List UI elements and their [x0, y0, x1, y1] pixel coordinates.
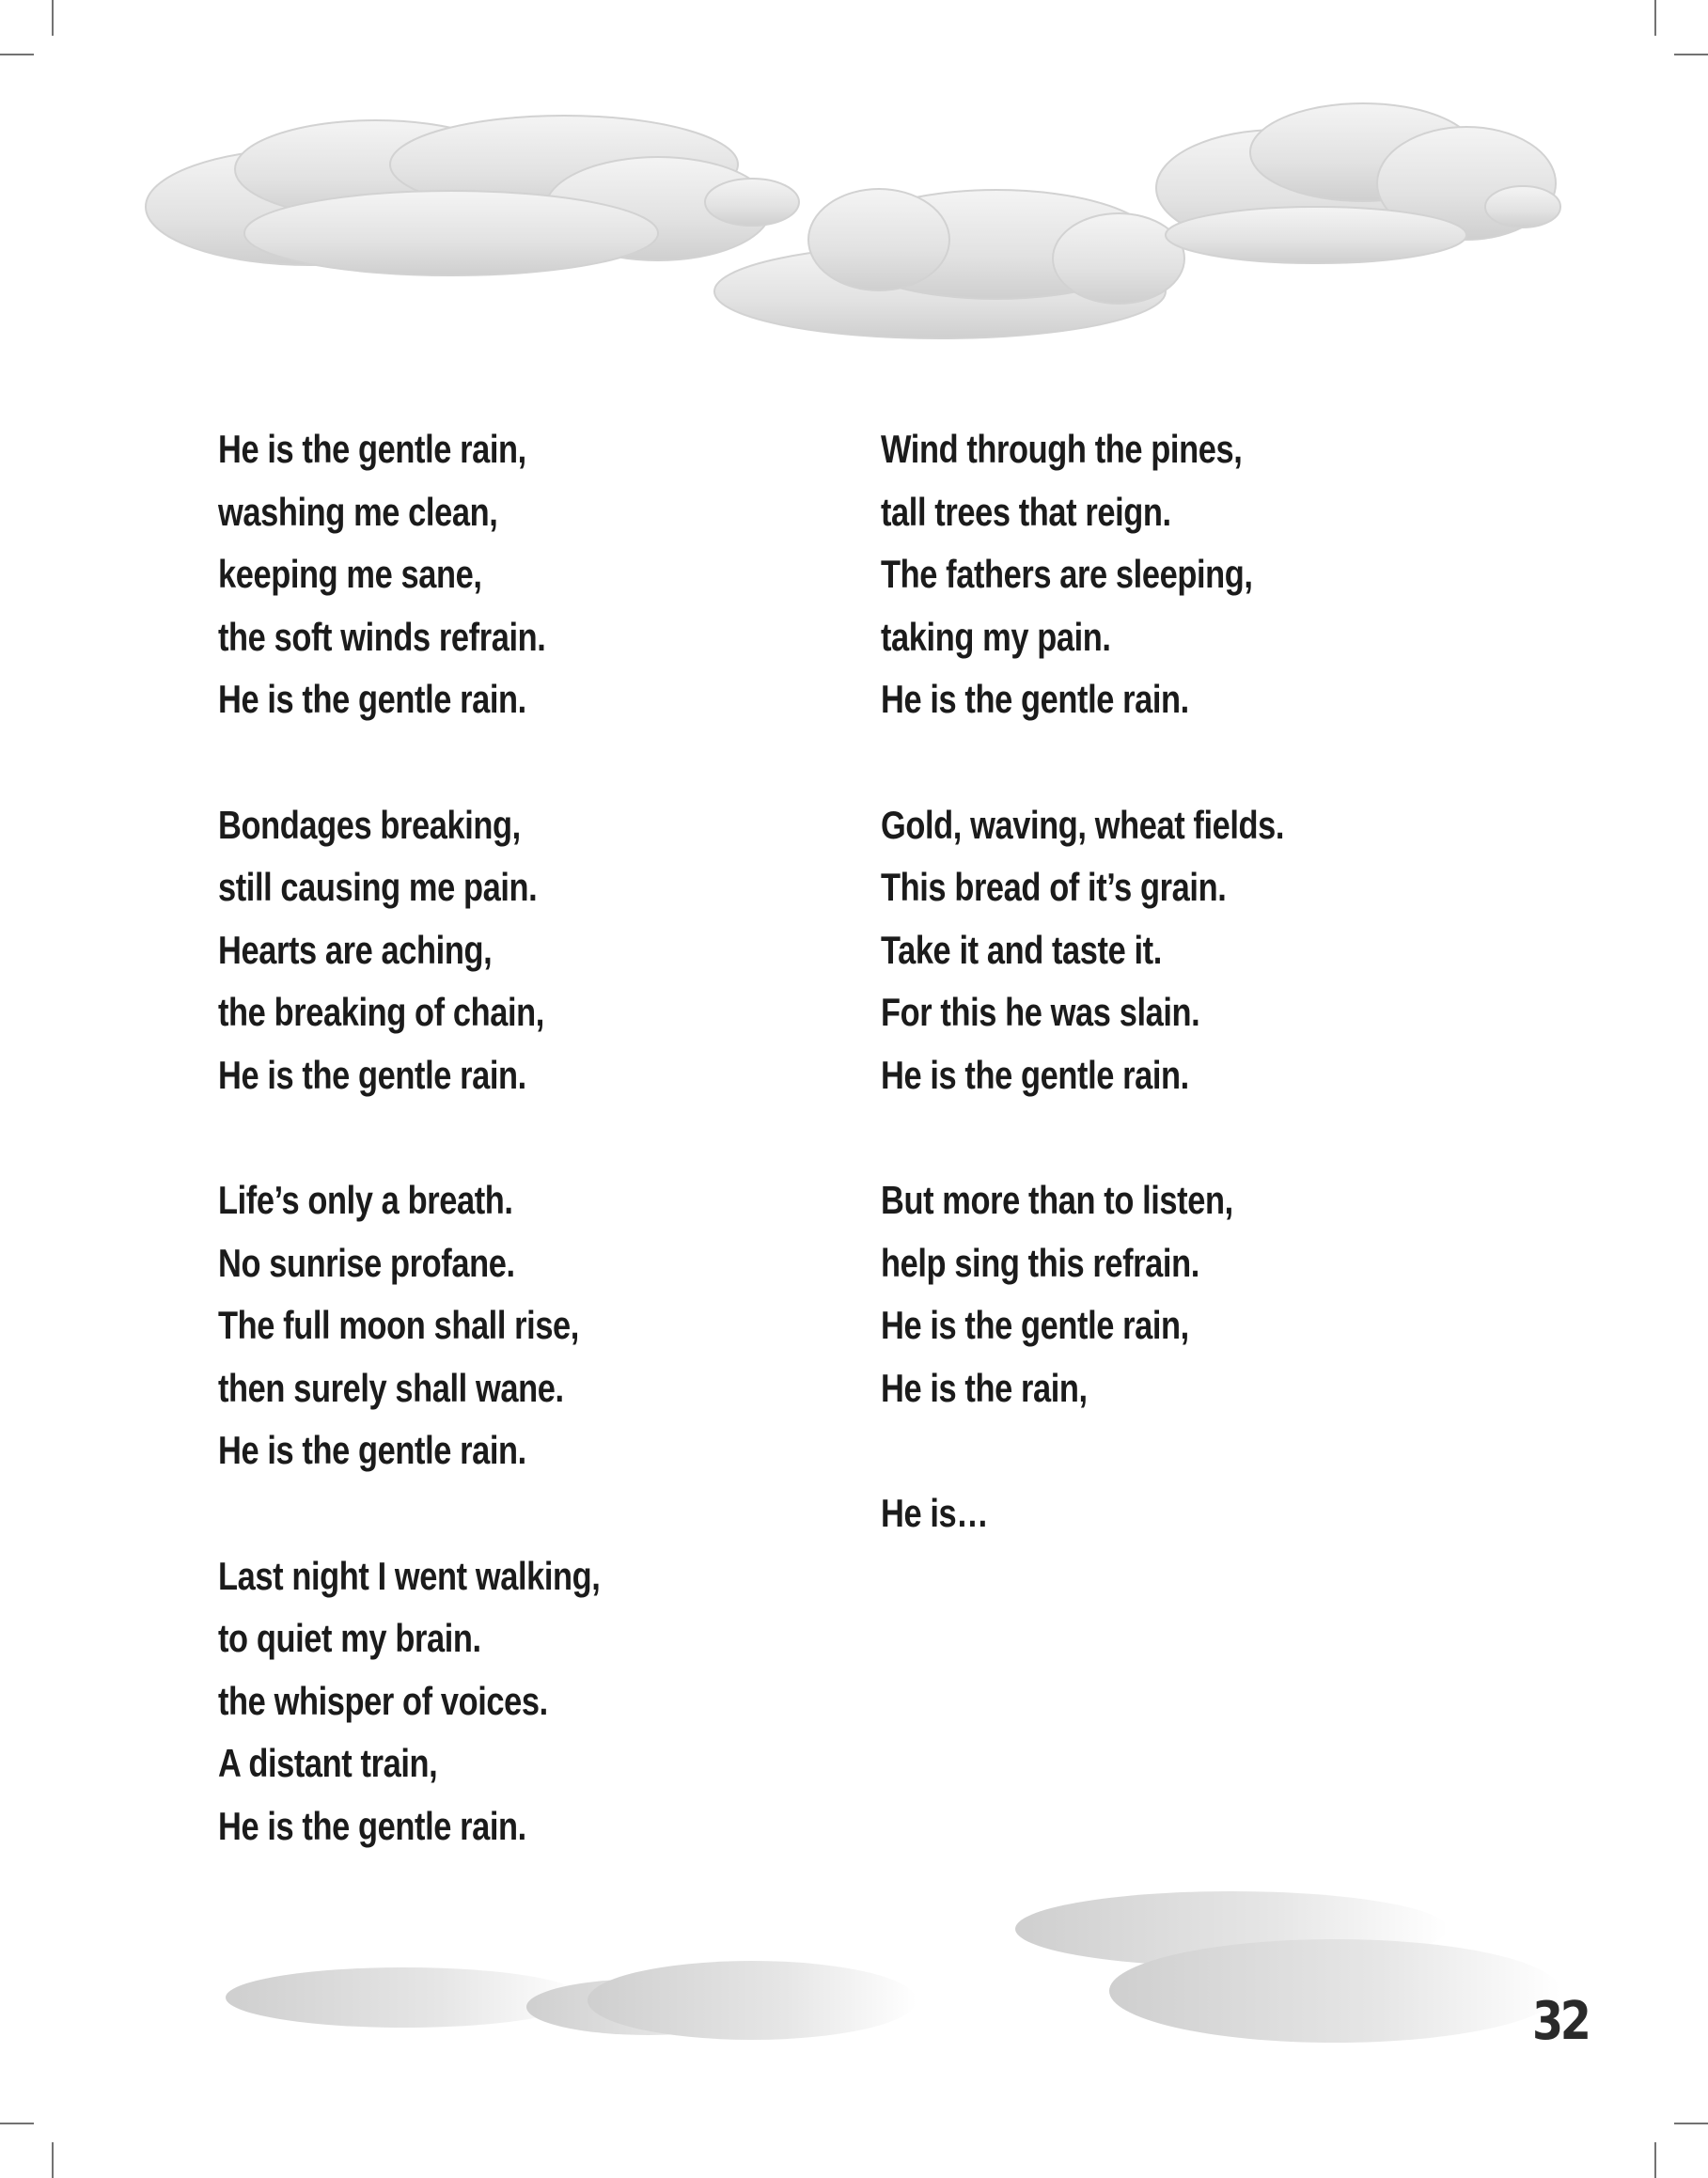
poem-line: He is the gentle rain.	[218, 1428, 526, 1472]
poem-line: He is the gentle rain,	[218, 427, 526, 471]
stanza	[218, 418, 600, 731]
poem-column-left	[218, 418, 600, 1920]
poem-line: to quiet my brain.	[218, 1616, 481, 1660]
poem-line: Bondages breaking,	[218, 802, 521, 847]
poem-line: the breaking of chain,	[218, 990, 544, 1034]
poem-line: He is the gentle rain,	[881, 1303, 1189, 1347]
top-clouds	[146, 103, 1560, 338]
page-number: 32	[1532, 1991, 1589, 2052]
poem-line: washing me clean,	[218, 489, 498, 534]
stanza	[218, 1169, 600, 1482]
poem-line: He is the gentle rain.	[218, 677, 526, 721]
poem-line: Life’s only a breath.	[218, 1178, 513, 1222]
poem-line: the whisper of voices.	[218, 1678, 548, 1723]
poem-line: He is…	[881, 1491, 989, 1535]
stanza	[218, 794, 600, 1107]
stanza	[881, 794, 1284, 1107]
poem-line: Take it and taste it.	[881, 927, 1162, 972]
stanza	[881, 418, 1284, 731]
poem-line: The fathers are sleeping,	[881, 552, 1253, 596]
poem-line: He is the gentle rain.	[218, 1052, 526, 1097]
poem-line: Wind through the pines,	[881, 427, 1243, 471]
poem-line: the soft winds refrain.	[218, 614, 546, 659]
stanza	[881, 1169, 1284, 1419]
poem-line: A distant train,	[218, 1741, 438, 1785]
poem-line: He is the gentle rain.	[881, 1052, 1189, 1097]
poem-line: For this he was slain.	[881, 990, 1200, 1034]
poem-line: He is the gentle rain.	[218, 1803, 526, 1848]
poem-column-right	[881, 418, 1284, 1608]
poem-line: tall trees that reign.	[881, 489, 1171, 534]
poem-line: No sunrise profane.	[218, 1240, 515, 1285]
poem-line: Last night I went walking,	[218, 1553, 601, 1598]
poem-line: He is the gentle rain.	[881, 677, 1189, 721]
poem-line: This bread of it’s grain.	[881, 865, 1227, 909]
poem-line: Gold, waving, wheat fields.	[881, 802, 1285, 847]
poem-line: taking my pain.	[881, 614, 1111, 659]
poem-line: still causing me pain.	[218, 865, 538, 909]
poem-line: But more than to listen,	[881, 1178, 1233, 1222]
poem-line: help sing this refrain.	[881, 1240, 1199, 1285]
stanza	[218, 1545, 600, 1858]
poem-line: Hearts are aching,	[218, 927, 493, 972]
poem-line: The full moon shall rise,	[218, 1303, 579, 1347]
stanza	[881, 1482, 1284, 1545]
poem-line: then surely shall wane.	[218, 1365, 564, 1410]
poem-line: He is the rain,	[881, 1365, 1088, 1410]
poem-line: keeping me sane,	[218, 552, 482, 596]
